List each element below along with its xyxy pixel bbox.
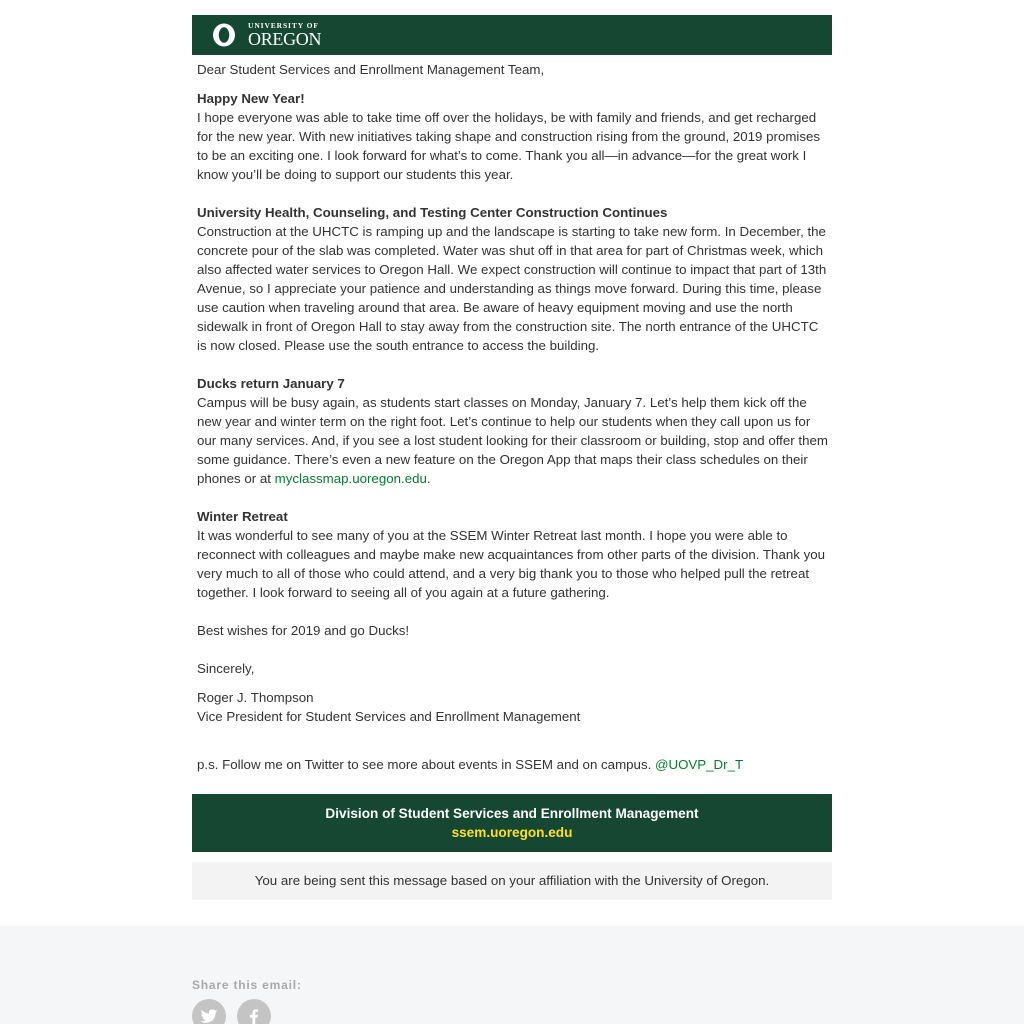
logo-university-of: UNIVERSITY OF — [248, 20, 319, 30]
postscript-text: p.s. Follow me on Twitter to see more about events in SSEM and on campus. — [197, 757, 655, 772]
section-body-new-year: I hope everyone was able to take time off over the holidays, be with family and friends, and get recharged for the new year. With new initiatives taking shape and construction rising from the ground, 2019 promises to be an exciting one. I look forward for what’s to come. Thank you all—in advance—for the great work I know you’ll be doing to support our students this year. — [197, 110, 821, 182]
section-heading-construction: University Health, Counseling, and Testing Center Construction Continues — [197, 205, 668, 220]
ducks-return-text: Campus will be busy again, as students start classes on Monday, January 7. Let’s help them kick off the new year and winter term on the right foot. Let’s continue to help our students when they call upon us for our many services. And, if you see a lost student looking for their classroom or building, stop and offer them some guidance. There’s even a new feature on the Oregon App that maps their class schedules on their phones or at — [197, 395, 828, 486]
share-icons — [192, 999, 282, 1024]
section-body-winter-retreat: It was wonderful to see many of you at the SSEM Winter Retreat last month. I hope you were able to reconnect with colleagues and maybe make new acquaintances from other parts of the division. Thank you very much to all of those who could attend, and a very big thank you to those who helped pull the retreat together. I look forward to seeing all of you again at a future gathering. — [197, 528, 826, 600]
ducks-return-period: . — [426, 471, 431, 486]
share-label: Share this email: — [192, 978, 302, 992]
sign-off: Sincerely, — [197, 661, 255, 676]
affiliation-notice: You are being sent this message based on your affiliation with the University of Oregon. — [192, 862, 832, 900]
section-heading-ducks-return: Ducks return January 7 — [197, 376, 345, 391]
division-name: Division of Student Services and Enrollment Management — [325, 806, 699, 821]
share-twitter-button[interactable] — [192, 999, 226, 1024]
university-logo[interactable] — [212, 21, 321, 49]
division-footer — [192, 794, 832, 852]
logo-oregon: OREGON — [248, 29, 322, 50]
division-website-link[interactable]: ssem.uoregon.edu — [451, 825, 573, 840]
signature-title: Vice President for Student Services and Enrollment Management — [197, 709, 581, 724]
section-heading-new-year: Happy New Year! — [197, 91, 305, 106]
greeting: Dear Student Services and Enrollment Management Team, — [197, 62, 545, 77]
twitter-handle-link[interactable]: @UOVP_Dr_T — [654, 757, 744, 772]
email-header — [192, 15, 832, 55]
oregon-o-logo-icon — [212, 23, 236, 47]
postscript — [197, 755, 829, 774]
section-body-ducks-return — [197, 393, 829, 488]
share-section — [0, 926, 1024, 1024]
twitter-icon — [199, 1006, 219, 1024]
section-heading-winter-retreat: Winter Retreat — [197, 509, 288, 524]
share-facebook-button[interactable] — [237, 999, 271, 1024]
closing-wish: Best wishes for 2019 and go Ducks! — [197, 623, 410, 638]
signature-name: Roger J. Thompson — [197, 690, 314, 705]
myclassmap-link[interactable]: myclassmap.uoregon.edu — [274, 471, 427, 486]
email-body — [197, 60, 829, 774]
section-body-construction: Construction at the UHCTC is ramping up and the landscape is starting to take new form. In December, the concrete pour of the slab was completed. Water was shut off in that area for part of Christmas week, which also affected water services to Oregon Hall. We expect construction will continue to impact that part of 13th Avenue, so I appreciate your patience and understanding as things move forward. During this time, please use caution when traveling around that area. Be aware of heavy equipment moving and use the north sidewalk in front of Oregon Hall to stay away from the construction site. The north entrance of the UHCTC is now closed. Please use the south entrance to access the building. — [197, 224, 827, 353]
facebook-icon — [244, 1005, 264, 1024]
logo-wordmark — [248, 22, 321, 49]
